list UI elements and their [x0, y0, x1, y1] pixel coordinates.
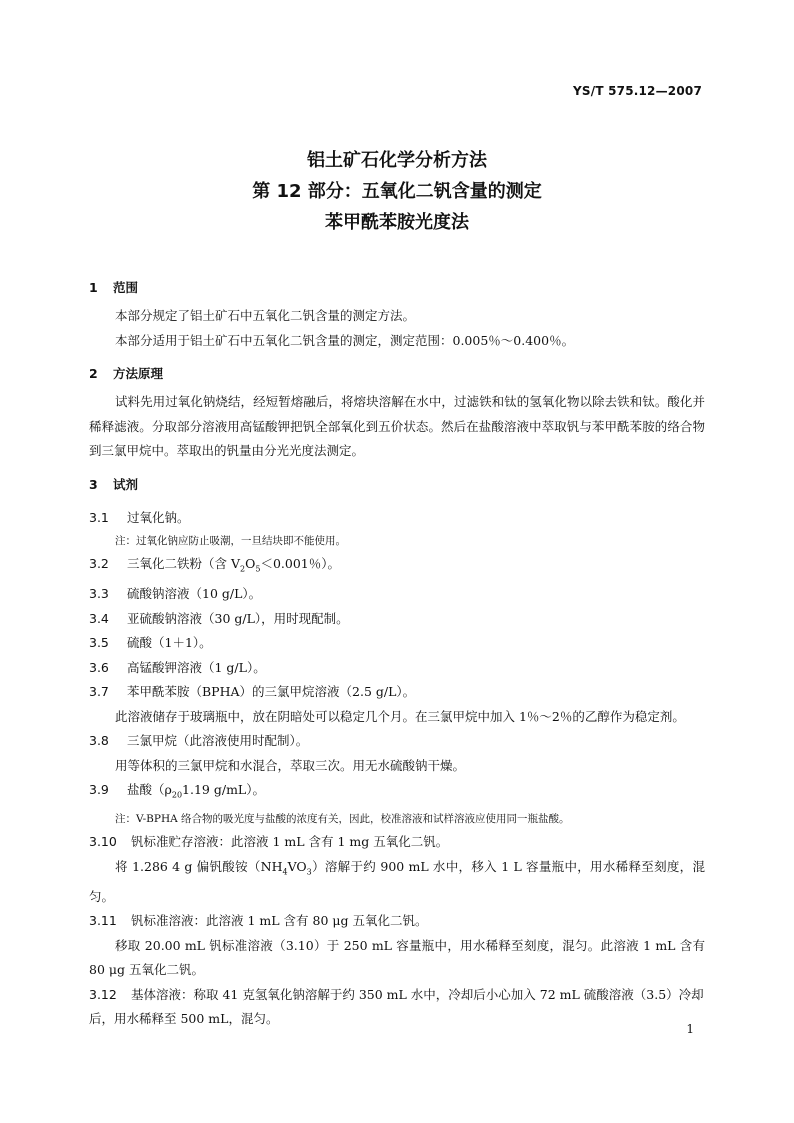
title-line-2: 第 12 部分：五氧化二钒含量的测定 — [252, 181, 542, 202]
page-number: 1 — [686, 1022, 694, 1036]
section-heading-reagents: 3 试剂 — [89, 476, 139, 492]
reagent-item: 3.2 三氧化二铁粉（含 $V_2O_5<0.001$％）。 — [89, 556, 340, 574]
paragraph: 本部分适用于铝土矿石中五氧化二钒含量的测定，测定范围：0.005％～0.400％。 — [115, 332, 575, 348]
standard-code: YS/T 575.12—2007 — [573, 84, 702, 98]
paragraph: 移取 20.00 mL 钒标准溶液（3.10）于 250 mL 容量瓶中，用水稀释至刻度，混匀。此溶液 1 mL 含有 80 μg 五氧化二钒。 — [89, 937, 705, 977]
section-heading-scope: 1 范围 — [89, 280, 139, 295]
reagent-item: 3.10 钒标准贮存溶液：此溶液 1 mL 含有 1 mg 五氧化二钒。 — [89, 834, 449, 849]
reagent-item: 3.11 钒标准溶液：此溶液 1 mL 含有 80 μg 五氧化二钒。 — [89, 913, 428, 928]
reagent-item: 3.5 硫酸（1＋1）。 — [89, 635, 212, 650]
reagent-item: 3.8 三氯甲烷（此溶液使用时配制）。 — [89, 733, 309, 748]
paragraph: 用等体积的三氯甲烷和水混合，萃取三次。用无水硫酸钠干燥。 — [115, 757, 466, 773]
note: 注：V-BPHA 络合物的吸光度与盐酸的浓度有关，因此，校准溶液和试样溶液应使用同一瓶盐酸。 — [115, 813, 570, 825]
paragraph: 试料先用过氧化钠烧结，经短暂熔融后，将熔块溶解在水中，过滤铁和钛的氢氧化物以除去铁和钛。酸化并稀释滤液。分取部分溶液用高锰酸钾把钒全部氧化到五价状态。然后在盐酸溶液中萃取钒与苯甲酰苯胺的络合物到三氯甲烷中。萃取出的钒量由分光光度法测定。 — [89, 394, 705, 458]
section-heading-principle: 2 方法原理 — [89, 366, 164, 381]
reagent-item: 3.9 盐酸（$\rho_{20}1.19$ g/mL）。 — [89, 782, 265, 800]
note: 注：过氧化钠应防止吸潮，一旦结块即不能使用。 — [115, 535, 346, 547]
reagent-item: 3.7 苯甲酰苯胺（BPHA）的三氯甲烷溶液（2.5 g/L）。 — [89, 684, 416, 699]
title-line-1: 铝土矿石化学分析方法 — [307, 150, 487, 171]
paragraph: 此溶液储存于玻璃瓶中，放在阴暗处可以稳定几个月。在三氯甲烷中加入 1％～2％的乙醇作为稳定剂。 — [115, 708, 685, 724]
document-body — [89, 276, 705, 1032]
paragraph: 本部分规定了铝土矿石中五氧化二钒含量的测定方法。 — [115, 308, 416, 323]
reagent-item: 3.6 高锰酸钾溶液（1 g/L）。 — [89, 659, 266, 675]
title-line-3: 苯甲酰苯胺光度法 — [325, 212, 469, 233]
reagent-item: 3.4 亚硫酸钠溶液（30 g/L），用时现配制。 — [89, 610, 349, 626]
reagent-item: 3.12 基体溶液：称取 41 克氢氧化钠溶解于约 350 mL 水中，冷却后小心加入 72 mL 硫酸溶液（3.5）冷却后，用水稀释至 500 mL，混匀。 — [89, 986, 704, 1026]
paragraph: 将 1.286 4 g 偏钒酸铵$(NH_4VO_3)$溶解于约 900 mL 水中，移入 1 L 容量瓶中，用水稀释至刻度，混匀。 — [89, 858, 705, 904]
document-title — [0, 145, 794, 238]
reagent-item: 3.3 硫酸钠溶液（10 g/L）。 — [89, 586, 262, 601]
reagent-item: 3.1 过氧化钠。 — [89, 509, 190, 525]
